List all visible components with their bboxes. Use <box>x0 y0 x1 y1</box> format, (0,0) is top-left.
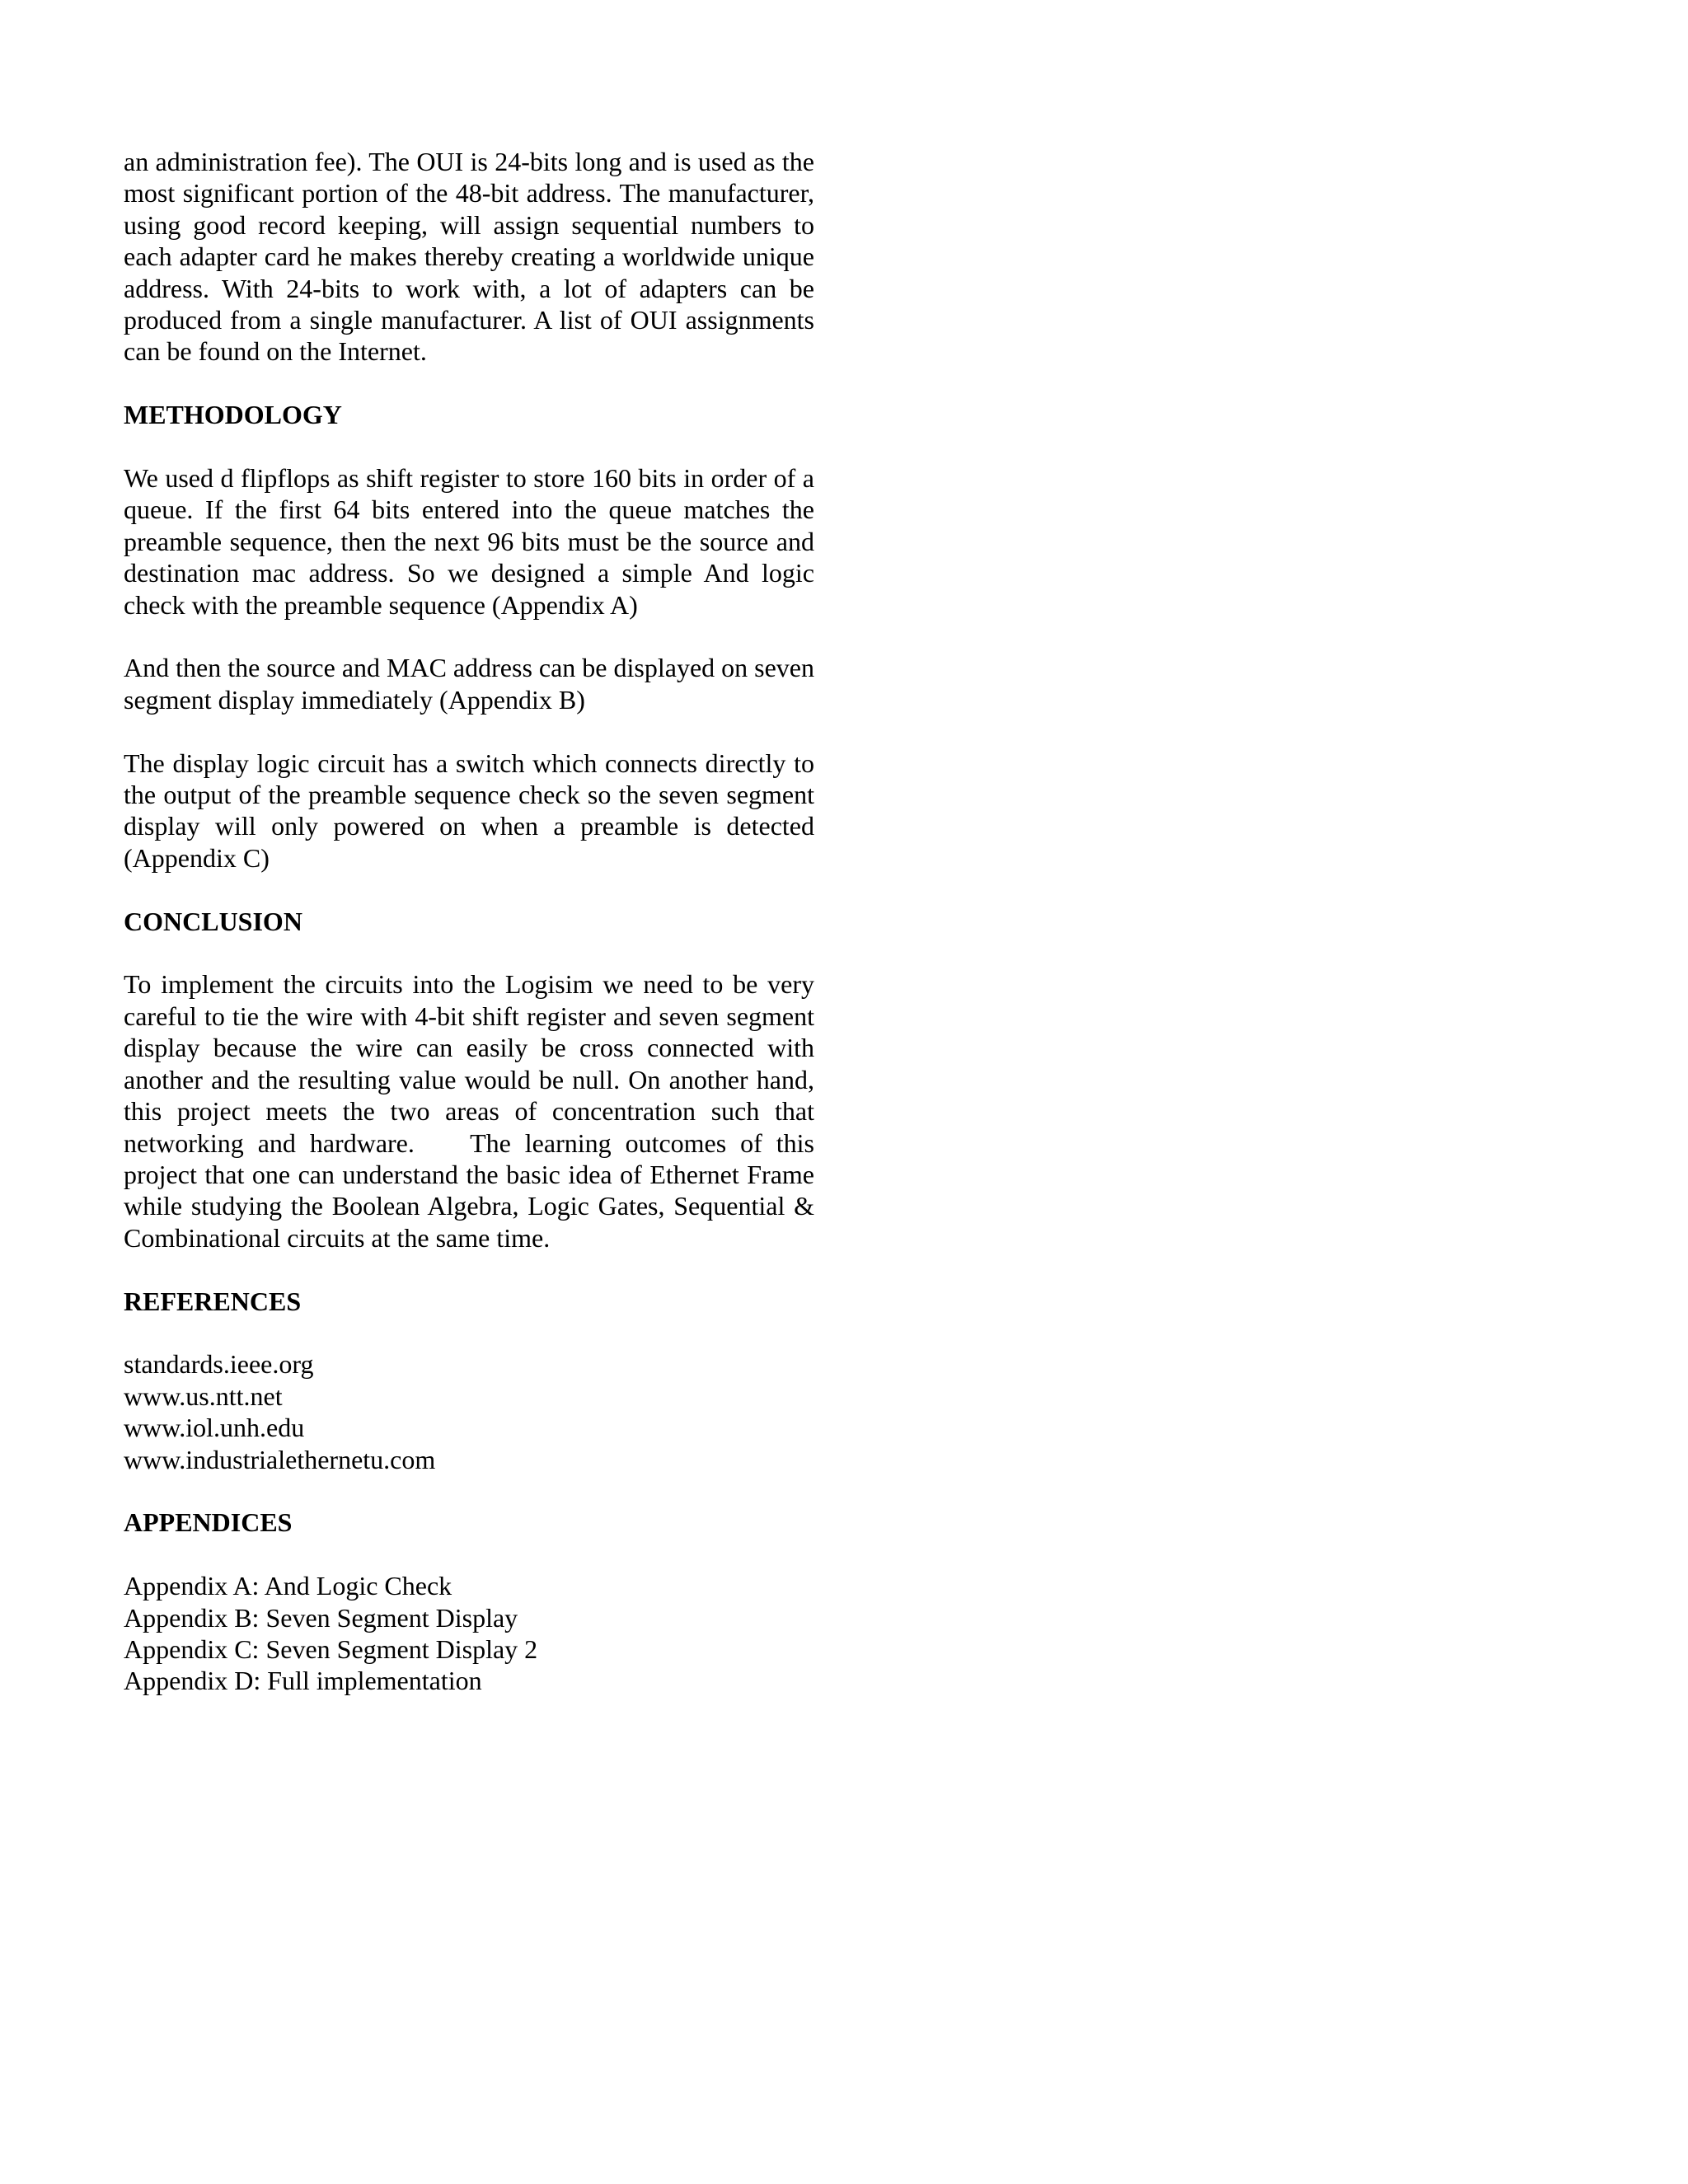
methodology-paragraph-2: And then the source and MAC address can be displayed on seven segment display immediately (Appendix B) <box>124 653 814 715</box>
conclusion-paragraph: To implement the circuits into the Logisim we need to be very careful to tie the wire with 4-bit shift register and seven segment display because the wire can easily be cross connected with another and the resulting value would be null. On another hand, this project meets the two areas of concentration such that networking and hardware. The learning outcomes of this project that one can understand the basic idea of Ethernet Frame while studying the Boolean Algebra, Logic Gates, Sequential & Combinational circuits at the same time. <box>124 969 821 1253</box>
spacer <box>124 1254 814 1285</box>
spacer <box>124 715 814 747</box>
intro-paragraph: an administration fee). The OUI is 24-bits long and is used as the most significant portion of the 48-bit address. The manufacturer, using good record keeping, will assign sequential numbers to each adapter card he makes thereby creating a worldwide unique address. With 24-bits to work with, a lot of adapters can be produced from a single manufacturer. A list of OUI assignments can be found on the Internet. <box>124 147 814 367</box>
reference-item: www.industrialethernetu.com <box>124 1444 436 1474</box>
spacer <box>124 1317 814 1348</box>
spacer <box>124 937 814 968</box>
reference-item: www.us.ntt.net <box>124 1380 283 1411</box>
appendix-item: Appendix B: Seven Segment Display <box>124 1602 518 1633</box>
reference-item: standards.ieee.org <box>124 1349 314 1380</box>
spacer <box>124 368 814 399</box>
appendix-item: Appendix C: Seven Segment Display 2 <box>124 1633 538 1664</box>
methodology-paragraph-3: The display logic circuit has a switch which connects directly to the output of the preamble sequence check so the seven segment display will only powered on when a preamble is detected (Appendix C) <box>124 748 814 873</box>
references-heading: REFERENCES <box>124 1286 302 1316</box>
spacer <box>124 1539 814 1570</box>
appendix-item: Appendix D: Full implementation <box>124 1666 482 1696</box>
references-list <box>124 1348 814 1475</box>
methodology-paragraph-1: We used d flipflops as shift register to store 160 bits in order of a queue. If the first 64 bits entered into the queue matches the preamble sequence, then the next 96 bits must be the source and destination mac address. So we designed a simple And logic check with the preamble sequence (Appendix A) <box>124 463 814 620</box>
spacer <box>124 431 814 462</box>
spacer <box>124 621 814 652</box>
methodology-heading: METHODOLOGY <box>124 400 342 430</box>
appendix-item: Appendix A: And Logic Check <box>124 1571 452 1601</box>
document-column <box>124 146 821 1697</box>
spacer <box>124 1475 814 1507</box>
conclusion-heading: CONCLUSION <box>124 906 302 936</box>
appendices-heading: APPENDICES <box>124 1507 293 1538</box>
reference-item: www.iol.unh.edu <box>124 1413 305 1443</box>
appendices-list <box>124 1570 814 1697</box>
spacer <box>124 874 814 905</box>
